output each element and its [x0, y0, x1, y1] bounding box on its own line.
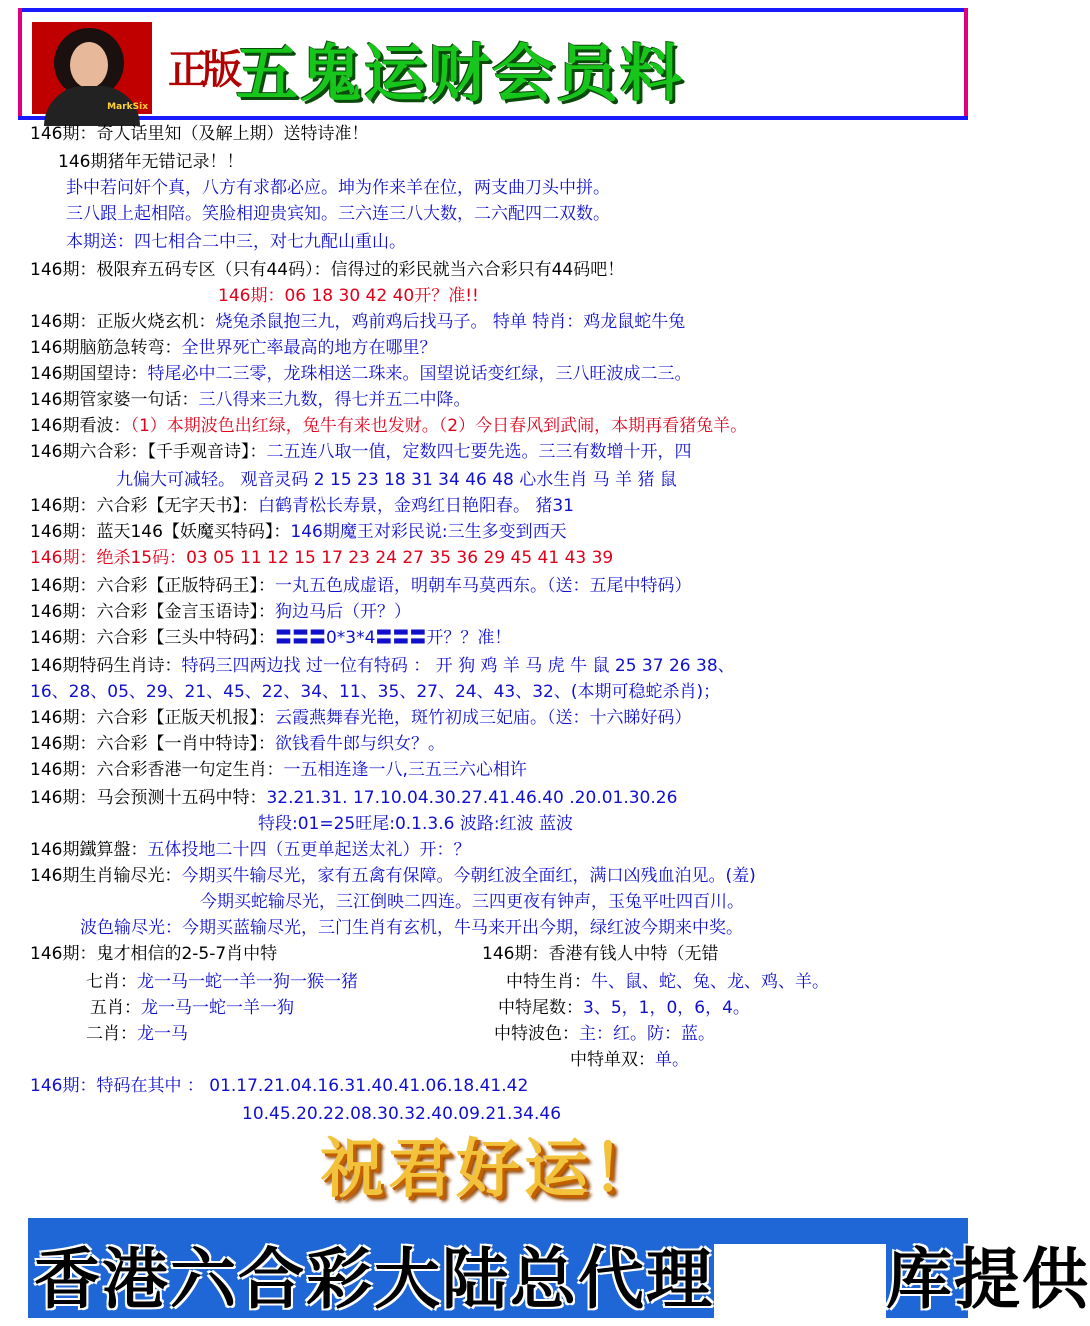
- text-line: [80, 918, 743, 938]
- text-segment: 146期猪年无错记录！！: [58, 152, 244, 172]
- text-segment: 32.21.31. 17.10.04.30.27.41.46.40 .20.01.30.26: [266, 788, 678, 808]
- text-line: [30, 576, 691, 596]
- text-line: [58, 152, 243, 172]
- text-segment: 特尾必中二三零，龙珠相送二珠来。国望说话变红绿，三八旺波成二三。: [147, 364, 692, 384]
- banner-redacted-block: [714, 1244, 886, 1326]
- text-segment: 欲钱看牛郎与织女？。: [274, 734, 445, 754]
- text-segment: 146期特码生肖诗：: [30, 656, 182, 676]
- text-line: [498, 998, 750, 1018]
- text-segment: 白鹤青松长寿景，金鸡红日艳阳春。 猪31: [257, 496, 574, 516]
- text-segment: 146期看波：: [30, 416, 131, 436]
- text-segment: 龙一马一蛇一羊一狗一猴一猪: [137, 972, 358, 992]
- text-line: [116, 470, 677, 490]
- text-line: [30, 628, 511, 648]
- text-segment: 卦中若问奸个真，八方有求都必应。坤为作来羊在位，两支曲刀头中拼。: [66, 178, 610, 198]
- text-segment: 中特尾数：: [498, 998, 583, 1018]
- text-segment: 二五连八取一值，定数四七要先选。三三有数增十开，四: [266, 442, 692, 462]
- text-line: [30, 682, 720, 702]
- banner-text: [34, 1226, 1090, 1326]
- text-segment: 云霞燕舞春光艳，斑竹初成三妃庙。（送：十六睇好码）: [274, 708, 692, 728]
- text-segment: 146期：马会预测十五码中特：: [30, 788, 267, 808]
- text-line: [66, 204, 610, 224]
- text-line: [30, 656, 735, 676]
- header-border-bottom: [18, 116, 968, 120]
- text-line: [30, 788, 677, 808]
- text-line: [258, 814, 573, 834]
- text-segment: 龙一马: [137, 1024, 188, 1044]
- text-segment: 146期：六合彩【无字天书】：: [30, 496, 258, 516]
- text-segment: 波色输尽光：今期买蓝输尽光，三门生肖有玄机，牛马来开出今期，绿红波今期来中奖。: [80, 918, 743, 938]
- banner-left-text: 香港六合彩大陆总代理: [34, 1240, 714, 1318]
- text-segment: 146期魔王对彩民说:三生多变到西天: [290, 522, 567, 542]
- text-segment: 三八跟上起相陪。笑脸相迎贵宾知。三六连三八大数，二六配四二双数。: [66, 204, 610, 224]
- text-line: [66, 178, 610, 198]
- text-line: [570, 1050, 689, 1070]
- text-segment: 146期六合彩：【千手观音诗】：: [30, 442, 267, 462]
- text-line: [86, 1024, 188, 1044]
- text-segment: 主：红。防：蓝。: [579, 1024, 715, 1044]
- text-line: [30, 760, 527, 780]
- text-line: [494, 1024, 715, 1044]
- text-line: [200, 892, 744, 912]
- text-line: [30, 1076, 528, 1096]
- text-line: [30, 338, 436, 358]
- text-line: [30, 944, 277, 964]
- text-segment: 146期：香港有钱人中特（无错: [482, 944, 719, 964]
- footer-banner: [28, 1218, 1090, 1318]
- text-segment: 今期买牛输尽光，家有五禽有保障。今朝红波全面红，满口凶残血泊见。(羞): [181, 866, 756, 886]
- text-segment: 全世界死亡率最高的地方在哪里？: [181, 338, 437, 358]
- avatar-tag: MarkSix: [107, 102, 148, 112]
- text-segment: 16、28、05、29、21、45、22、34、11、35、27、24、43、32、(本期可稳蛇杀肖)；: [30, 682, 721, 702]
- text-line: [30, 496, 574, 516]
- header: [18, 8, 968, 120]
- text-segment: 单。: [655, 1050, 689, 1070]
- text-segment: 烧兔杀鼠抱三九，鸡前鸡后找马子。 特单 特肖：鸡龙鼠蛇牛兔: [215, 312, 686, 332]
- text-segment: 牛、鼠、蛇、兔、龙、鸡、羊。: [591, 972, 829, 992]
- text-line: [30, 416, 747, 436]
- text-line: [30, 312, 685, 332]
- text-line: [30, 734, 445, 754]
- text-segment: 狗边马后（开？）: [274, 602, 411, 622]
- text-segment: 146期脑筋急转弯：: [30, 338, 182, 358]
- text-segment: 146期：六合彩【正版天机报】：: [30, 708, 275, 728]
- text-line: [30, 442, 691, 462]
- text-segment: 146期：蓝天146【妖魔买特码】：: [30, 522, 291, 542]
- avatar: [32, 22, 152, 114]
- text-line: [30, 260, 624, 280]
- text-segment: （1）本期波色出红绿，兔牛有来也发财。（2）今日春风到武闹，本期再看猪兔羊。: [130, 416, 748, 436]
- text-segment: 特段:01=25旺尾:0.1.3.6 波路:红波 蓝波: [258, 814, 573, 834]
- text-segment: 146期：特码在其中 ： 01.17.21.04.16.31.40.41.06.18.41.42: [30, 1076, 529, 1096]
- text-line: [506, 972, 829, 992]
- text-segment: 中特单双：: [570, 1050, 655, 1070]
- text-segment: 一丸五色成虚语，明朝车马莫西东。（送：五尾中特码）: [274, 576, 692, 596]
- text-segment: 146期：奇人话里知（及解上期）送特诗准！: [30, 124, 369, 144]
- text-segment: 3、5，1，0，6，4。: [583, 998, 750, 1018]
- text-line: [30, 548, 613, 568]
- text-segment: 146期：六合彩香港一句定生肖：: [30, 760, 284, 780]
- text-line: [30, 522, 567, 542]
- text-segment: 146期国望诗：: [30, 364, 148, 384]
- text-segment: 本期送：四七相合二中三，对七九配山重山。: [66, 232, 406, 252]
- text-line: [30, 708, 691, 728]
- text-line: [30, 364, 691, 384]
- text-segment: 146期管家婆一句话：: [30, 390, 199, 410]
- text-line: [30, 124, 368, 144]
- text-segment: 三八得来三九数，得七并五二中降。: [198, 390, 471, 410]
- text-segment: 一五相连逢一八,三五三六心相许: [283, 760, 527, 780]
- text-segment: 二肖：: [86, 1024, 137, 1044]
- header-border-right: [964, 8, 968, 120]
- text-segment: 今期买蛇输尽光，三江倒映二四连。三四更夜有钟声，玉兔平吐四百川。: [200, 892, 744, 912]
- text-line: [30, 602, 411, 622]
- banner-right-text: 库提供: [886, 1240, 1090, 1318]
- text-segment: 146期：06 18 30 42 40开？准!!: [218, 286, 479, 306]
- text-segment: 五体投地二十四（五更单起送太礼）开：？: [147, 840, 471, 860]
- avatar-face: [70, 42, 108, 88]
- header-border-top: [18, 8, 968, 12]
- text-segment: 九偏大可减轻。 观音灵码 2 15 23 18 31 34 46 48 心水生肖 马 羊 猪 鼠: [116, 470, 677, 490]
- text-segment: 龙一马一蛇一羊一狗: [141, 998, 294, 1018]
- blessing-text: 祝君好运！: [320, 1132, 660, 1207]
- text-segment: 七肖：: [86, 972, 137, 992]
- text-segment: 146期：极限弃五码专区（只有44码）：信得过的彩民就当六合彩只有44码吧！: [30, 260, 625, 280]
- text-segment: 146期生肖输尽光：: [30, 866, 182, 886]
- text-segment: 〓〓〓0*3*4〓〓〓开？？准！: [274, 628, 512, 648]
- text-line: [218, 286, 479, 306]
- logo-mark: 正版: [168, 46, 236, 93]
- text-segment: 146期：六合彩【金言玉语诗】：: [30, 602, 275, 622]
- text-segment: 146期：绝杀15码：03 05 11 12 15 17 23 24 27 35 36 29 45 41 43 39: [30, 548, 614, 568]
- text-line: [66, 232, 406, 252]
- text-line: [482, 944, 718, 964]
- text-segment: 146期：鬼才相信的2-5-7肖中特: [30, 944, 278, 964]
- header-border-left: [18, 8, 22, 120]
- text-segment: 146期鐵算盤：: [30, 840, 148, 860]
- text-segment: 五肖：: [90, 998, 141, 1018]
- page-title: 五鬼运财会员料: [236, 37, 685, 110]
- text-segment: 146期：六合彩【三头中特码】：: [30, 628, 275, 648]
- text-segment: 146期：六合彩【正版特码王】：: [30, 576, 275, 596]
- text-line: [90, 998, 294, 1018]
- text-line: [30, 840, 470, 860]
- text-segment: 146期：六合彩【一肖中特诗】：: [30, 734, 275, 754]
- text-segment: 中特生肖：: [506, 972, 591, 992]
- text-segment: 中特波色：: [494, 1024, 579, 1044]
- text-line: [86, 972, 358, 992]
- text-line: [30, 866, 756, 886]
- text-segment: 146期：正版火烧玄机：: [30, 312, 216, 332]
- text-line: [30, 390, 470, 410]
- text-segment: 10.45.20.22.08.30.32.40.09.21.34.46: [242, 1104, 562, 1124]
- text-segment: 特码三四两边找 过一位有特码 ： 开 狗 鸡 羊 马 虎 牛 鼠 25 37 26 38、: [181, 656, 735, 676]
